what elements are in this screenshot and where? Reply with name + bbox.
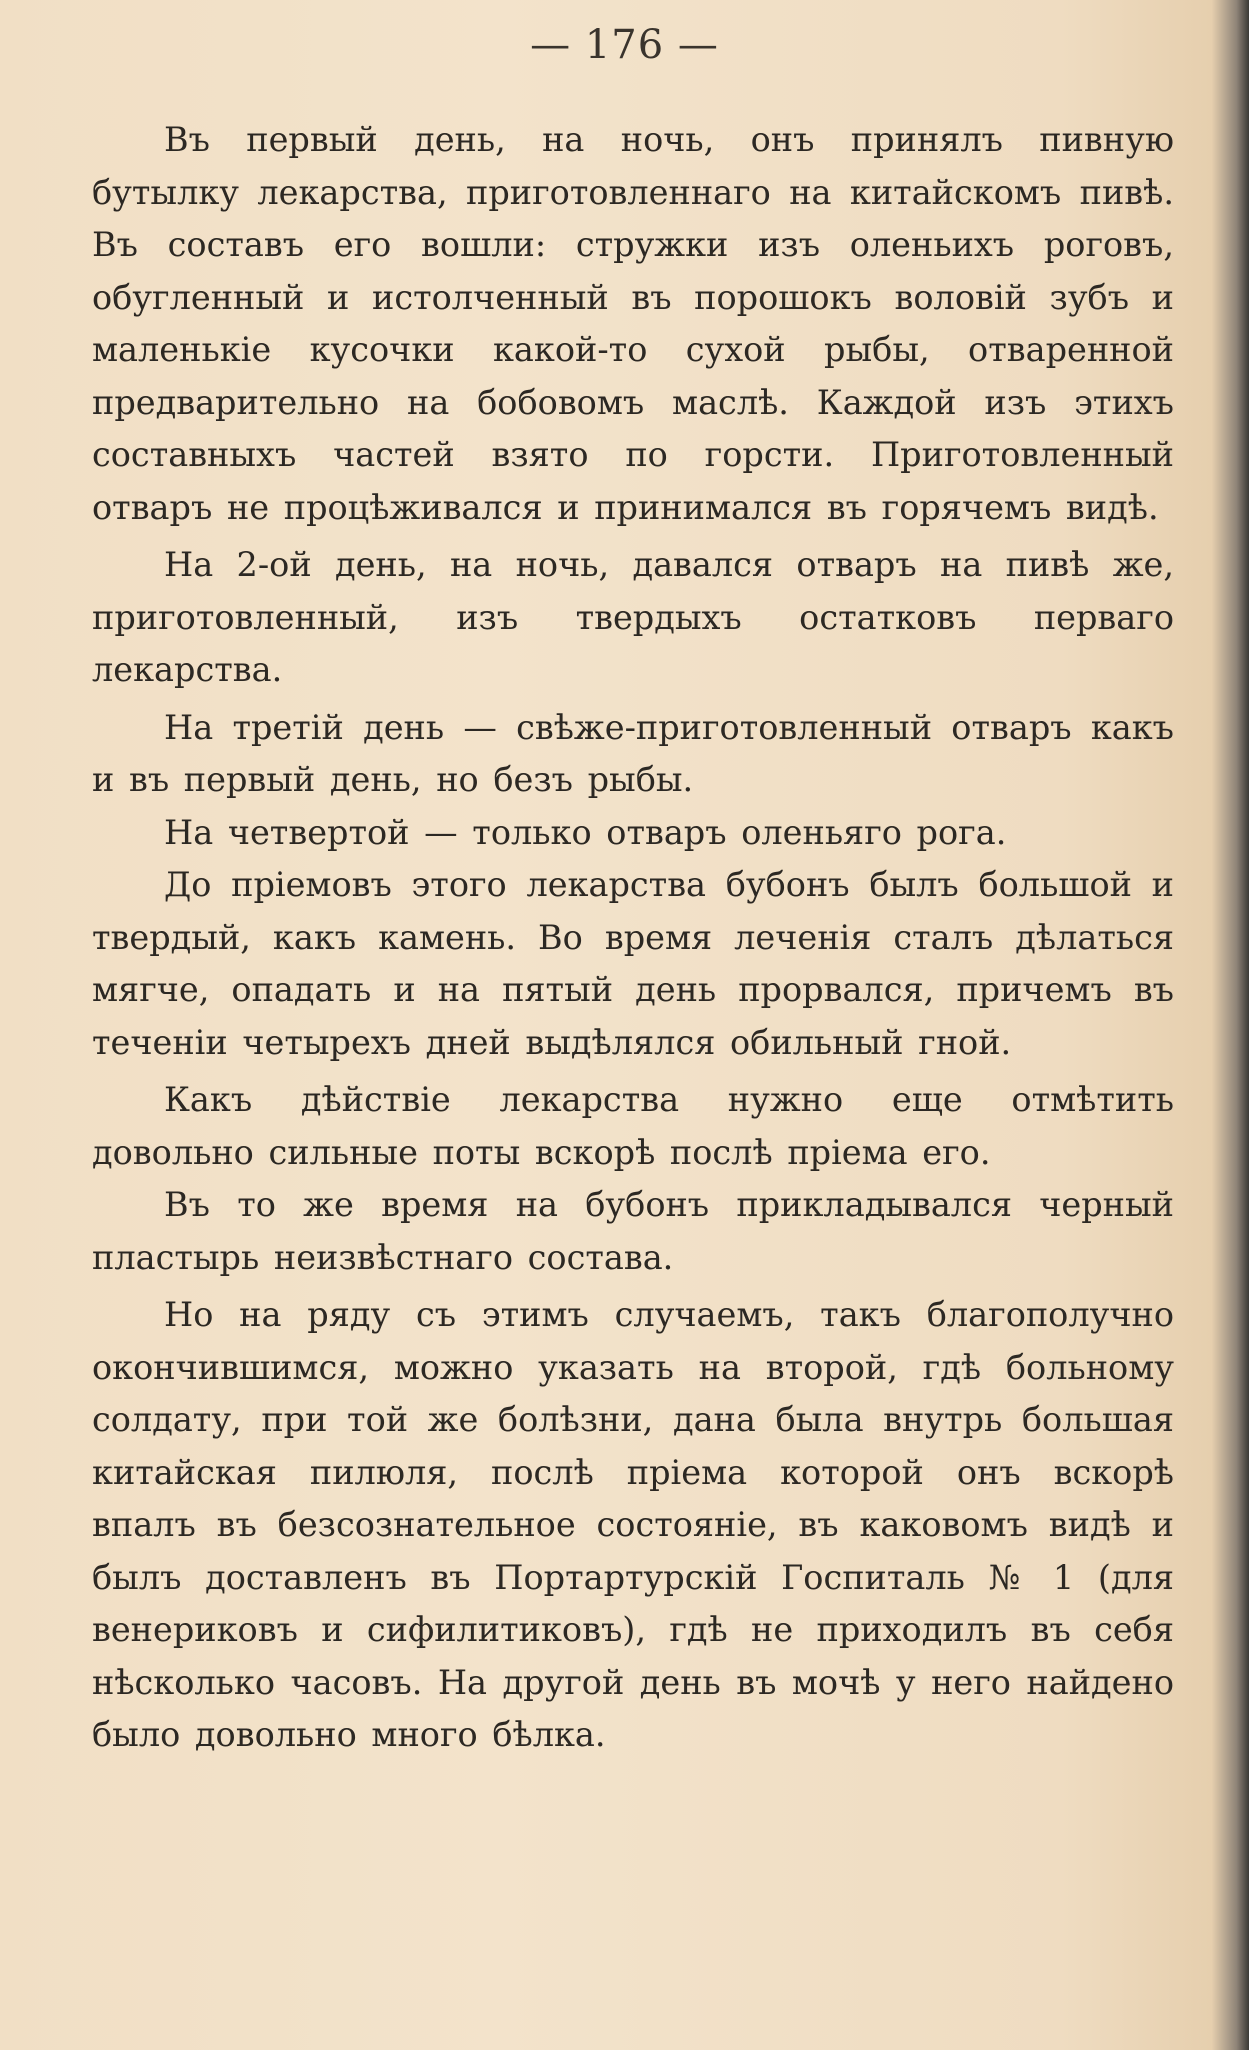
paragraph-drug-effect: Какъ дѣйствіе лекарства нужно еще отмѣтить довольно сильные поты вскорѣ послѣ пріема его. xyxy=(92,1080,1174,1172)
paragraph-plaster: Въ то же время на бубонъ прикладывался черный пластырь неизвѣстнаго состава. xyxy=(92,1185,1174,1277)
body-text xyxy=(92,114,1174,1762)
paragraph-second-case: Но на ряду съ этимъ случаемъ, такъ благополучно окончившимся, можно указать на второй, гдѣ больному солдату, при той же болѣзни, дана была внутрь большая китайская пилюля, послѣ пріема которой онъ вскорѣ впалъ въ безсознательное состояніе, въ каковомъ видѣ и былъ доставленъ въ Портартурскій Госпиталь № 1 (для венериковъ и сифилитиковъ), гдѣ не приходилъ въ себя нѣсколько часовъ. На другой день въ мочѣ у него найдено было довольно много бѣлка. xyxy=(92,1295,1174,1754)
paragraph-bubo-course: До пріемовъ этого лекарства бубонъ былъ большой и твердый, какъ камень. Во время леченія сталъ дѣлаться мягче, опадать и на пятый день прорвался, причемъ въ теченіи четырехъ дней выдѣлялся обильный гной. xyxy=(92,865,1174,1062)
paragraph-treatment-day-4: На четвертой — только отваръ оленьяго рога. xyxy=(164,812,1007,852)
page-number: — 176 — xyxy=(530,22,719,68)
paragraph-treatment-day-1: Въ первый день, на ночь, онъ принялъ пивную бутылку лекарства, приготовленнаго на китайскомъ пивѣ. Въ составъ его вошли: стружки изъ оленьихъ роговъ, обугленный и истолченный въ порошокъ воловій зубъ и маленькіе кусочки какой-то сухой рыбы, отваренной предварительно на бобовомъ маслѣ. Каждой изъ этихъ составныхъ частей взято по горсти. Приготовленный отваръ не процѣживался и принимался въ горячемъ видѣ. xyxy=(92,120,1174,527)
paragraph-treatment-day-2: На 2-ой день, на ночь, давался отваръ на пивѣ же, приготовленный, изъ твердыхъ остатковъ перваго лекарства. xyxy=(92,545,1174,689)
paragraph-treatment-day-3: На третій день — свѣже-приготовленный отваръ какъ и въ первый день, но безъ рыбы. xyxy=(92,707,1174,799)
